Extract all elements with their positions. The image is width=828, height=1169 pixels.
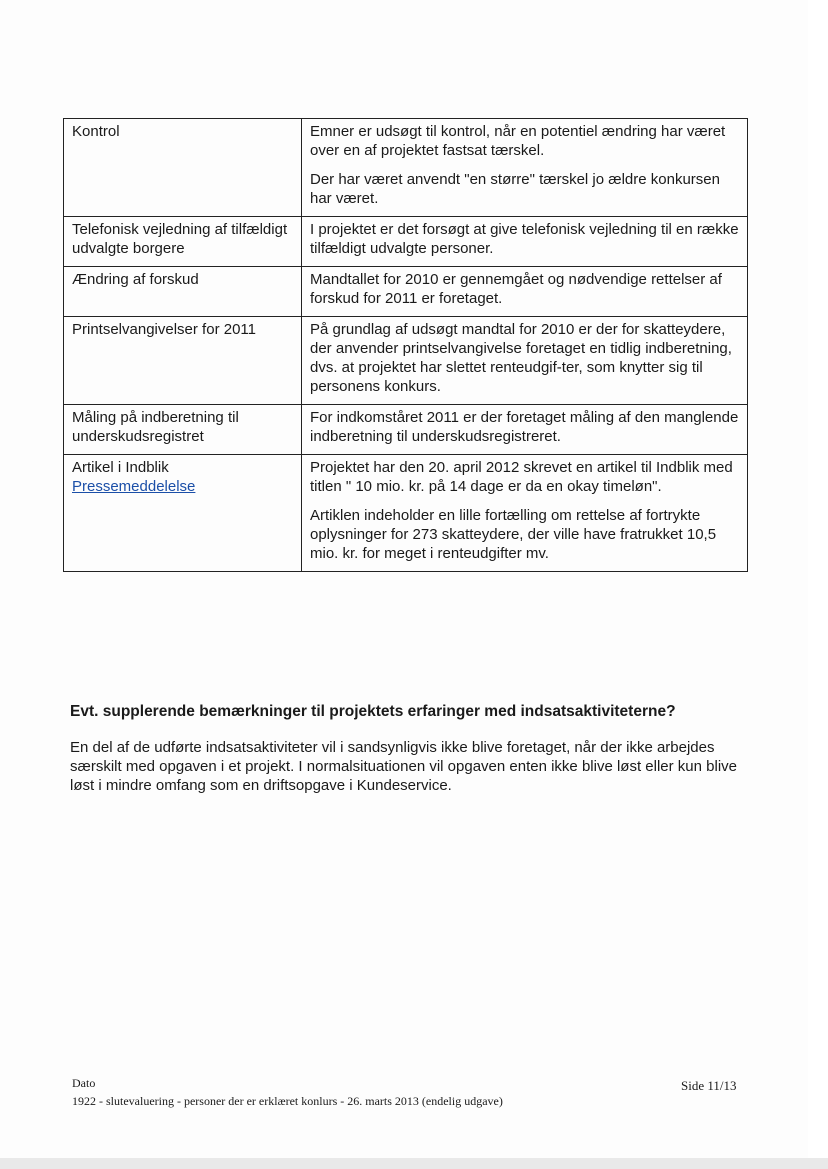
activity-label-cell	[64, 455, 302, 572]
activity-description-cell	[302, 119, 748, 217]
activity-label: Kontrol	[72, 123, 120, 140]
table-row	[64, 455, 748, 572]
activity-label-cell	[64, 405, 302, 455]
activity-label: Printselvangivelser for 2011	[72, 321, 256, 338]
table-row	[64, 119, 748, 217]
press-release-link[interactable]: Pressemeddelelse	[72, 478, 196, 495]
activity-description-cell	[302, 455, 748, 572]
activity-label-cell	[64, 267, 302, 317]
activity-description: Artiklen indeholder en lille fortælling om rettelse af fortrykte oplysninger for 273 skatteydere, der ville have fratrukket 10,5 mio. kr. for meget i renteudgifter mv.	[310, 507, 717, 562]
activity-description: Emner er udsøgt til kontrol, når en potentiel ændring har været over en af projektet fastsat tærskel.	[310, 123, 726, 159]
activity-description-cell	[302, 217, 748, 267]
footer-document-title: 1922 - slutevaluering - personer der er erklæret konlurs - 26. marts 2013 (endelig udgave)	[72, 1094, 503, 1108]
activity-description-cell	[302, 405, 748, 455]
activity-description: I projektet er det forsøgt at give telefonisk vejledning til en række tilfældigt udvalgte personer.	[310, 221, 739, 257]
activity-label-cell	[64, 119, 302, 217]
activity-label: Måling på indberetning til underskudsregistret	[72, 409, 239, 445]
page-edge	[0, 1158, 828, 1169]
section-heading: Evt. supplerende bemærkninger til projektets erfaringer med indsatsaktiviteterne?	[70, 703, 676, 720]
activities-table	[63, 118, 748, 572]
section-body: En del af de udførte indsatsaktiviteter vil i sandsynligvis ikke blive foretaget, når der ikke arbejdes særskilt med opgaven i et projekt. I normalsituationen vil opgaven enten ikke blive løst eller kun blive løst i mindre omfang som en driftsopgave i Kundeservice.	[70, 739, 738, 794]
activity-description: Projektet har den 20. april 2012 skrevet en artikel til Indblik med titlen " 10 mio. kr. på 14 dage er da en okay timeløn".	[310, 459, 733, 495]
activity-description: Mandtallet for 2010 er gennemgået og nødvendige rettelser af forskud for 2011 er foretaget.	[310, 271, 722, 307]
page-margin	[808, 0, 828, 1169]
table-row	[64, 317, 748, 405]
activity-label: Telefonisk vejledning af tilfældigt udvalgte borgere	[72, 221, 288, 257]
activity-description: På grundlag af udsøgt mandtal for 2010 er der for skatteydere, der anvender printselvangivelse foretaget en tidlig indberetning, dvs. at projektet har slettet renteudgif-ter, som knytter sig til personens konkurs.	[310, 321, 732, 395]
activity-description: Der har været anvendt "en større" tærskel jo ældre konkursen har været.	[310, 171, 720, 207]
footer-date-label: Dato	[72, 1076, 96, 1090]
activity-label: Ændring af forskud	[72, 271, 199, 288]
activity-description-cell	[302, 317, 748, 405]
activity-description: For indkomståret 2011 er der foretaget måling af den manglende indberetning til underskudsregistreret.	[310, 409, 739, 445]
footer-page-number: Side 11/13	[681, 1078, 737, 1093]
activity-description-cell	[302, 267, 748, 317]
activity-label-cell	[64, 317, 302, 405]
activity-label-cell	[64, 217, 302, 267]
table-row	[64, 217, 748, 267]
table-row	[64, 267, 748, 317]
activity-label: Artikel i Indblik	[72, 459, 169, 476]
table-row	[64, 405, 748, 455]
